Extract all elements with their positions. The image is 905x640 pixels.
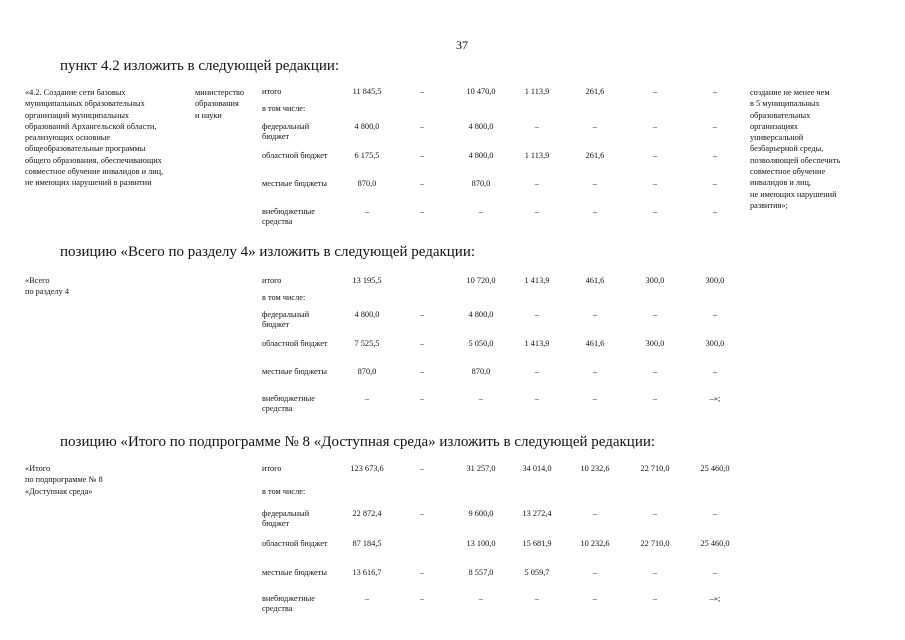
cell-value: – [419, 207, 425, 216]
cell-value: – [652, 568, 658, 577]
cell-value: –»; [709, 394, 721, 403]
cell-value: 15 681,9 [522, 539, 552, 548]
cell-value: – [364, 594, 370, 603]
cell-value: – [652, 509, 658, 518]
cell-value: 870,0 [471, 179, 491, 188]
row-label: итого [262, 276, 282, 285]
cell-value: – [592, 310, 598, 319]
row-label: внебюджетные средства [262, 594, 315, 613]
cell-value: – [592, 179, 598, 188]
cell-value: – [592, 594, 598, 603]
cell-value: – [534, 122, 540, 131]
cell-value: – [592, 207, 598, 216]
row-label: федеральный бюджет [262, 509, 310, 528]
cell-value: – [364, 207, 370, 216]
cell-value: 10 470,0 [466, 87, 496, 96]
cell-value: – [652, 87, 658, 96]
cell-value: –»; [709, 594, 721, 603]
cell-value: 261,6 [585, 87, 605, 96]
cell-value: 13 100,0 [466, 539, 496, 548]
cell-value: – [478, 394, 484, 403]
row-label: федеральный бюджет [262, 122, 310, 141]
cell-value: – [419, 568, 425, 577]
row-label: областной бюджет [262, 151, 328, 160]
cell-value: – [534, 594, 540, 603]
cell-value: – [712, 87, 718, 96]
cell-value: – [419, 594, 425, 603]
cell-value: – [652, 310, 658, 319]
cell-value: – [364, 394, 370, 403]
cell-value: 1 113,9 [524, 151, 550, 160]
section-heading: позицию «Итого по подпрограмме № 8 «Доступная среда» изложить в следующей редакции: [60, 434, 656, 450]
cell-value: – [419, 394, 425, 403]
cell-value: – [419, 310, 425, 319]
cell-value: 870,0 [357, 367, 377, 376]
row-label: итого [262, 464, 282, 473]
row-label: местные бюджеты [262, 367, 327, 376]
section-heading: пункт 4.2 изложить в следующей редакции: [60, 58, 340, 74]
cell-value: 5 059,7 [524, 568, 550, 577]
cell-value: 31 257,0 [466, 464, 496, 473]
cell-value: 25 460,0 [700, 464, 730, 473]
cell-value: 10 720,0 [466, 276, 496, 285]
cell-value: – [592, 367, 598, 376]
cell-value: 8 557,0 [468, 568, 494, 577]
cell-value: – [534, 207, 540, 216]
cell-value: – [652, 594, 658, 603]
cell-value: – [712, 207, 718, 216]
cell-value: – [478, 594, 484, 603]
measure-description: «4.2. Создание сети базовых муниципальных образовательных организаций муниципальных образований Архангельской области, реализующих основные общеобразовательные программы общего образования, обеспечивающих совместное обучение инвалидов и лиц, не имеющих нарушений в развитии [25, 88, 164, 188]
cell-value: 11 845,5 [352, 87, 382, 96]
row-label: в том числе: [262, 487, 306, 496]
cell-value: 870,0 [471, 367, 491, 376]
row-label: местные бюджеты [262, 179, 327, 188]
cell-value: 300,0 [645, 276, 665, 285]
cell-value: – [419, 509, 425, 518]
cell-value: – [534, 310, 540, 319]
cell-value: – [419, 464, 425, 473]
cell-value: – [712, 179, 718, 188]
cell-value: 1 413,9 [524, 276, 550, 285]
responsible-executor: министерство образования и науки [195, 88, 245, 120]
cell-value: 4 800,0 [468, 310, 494, 319]
cell-value: 4 800,0 [468, 151, 494, 160]
cell-value: 22 710,0 [640, 464, 670, 473]
cell-value: – [652, 207, 658, 216]
cell-value: 123 673,6 [350, 464, 384, 473]
cell-value: 870,0 [357, 179, 377, 188]
cell-value: – [652, 179, 658, 188]
cell-value: – [419, 122, 425, 131]
cell-value: – [652, 151, 658, 160]
cell-value: – [652, 367, 658, 376]
cell-value: 6 175,5 [354, 151, 380, 160]
page-number: 37 [456, 38, 468, 52]
cell-value: 13 616,7 [352, 568, 382, 577]
cell-value: – [419, 151, 425, 160]
row-label: в том числе: [262, 104, 306, 113]
cell-value: – [419, 179, 425, 188]
row-label: внебюджетные средства [262, 394, 315, 413]
row-label: итого [262, 87, 282, 96]
cell-value: 22 872,4 [352, 509, 382, 518]
cell-value: – [534, 394, 540, 403]
cell-value: 1 413,9 [524, 339, 550, 348]
cell-value: – [592, 394, 598, 403]
cell-value: 7 525,5 [354, 339, 380, 348]
cell-value: 87 184,5 [352, 539, 382, 548]
row-label: областной бюджет [262, 339, 328, 348]
cell-value: – [478, 207, 484, 216]
total-label: «Итого по подпрограмме № 8 «Доступная среда» [25, 464, 103, 496]
cell-value: 300,0 [705, 276, 725, 285]
expected-result: создание не менее чем в 5 муниципальных образовательных организациях универсальной безбарьерной среды, позволяющей обеспечить совместное обучение инвалидов и лиц, не имеющих нарушений развития»; [750, 88, 841, 210]
cell-value: – [712, 122, 718, 131]
row-label: внебюджетные средства [262, 207, 315, 226]
cell-value: 1 113,9 [524, 87, 550, 96]
cell-value: – [712, 509, 718, 518]
cell-value: 461,6 [585, 276, 605, 285]
cell-value: – [592, 122, 598, 131]
row-label: в том числе: [262, 293, 306, 302]
cell-value: 4 800,0 [354, 310, 380, 319]
cell-value: 261,6 [585, 151, 605, 160]
cell-value: 10 232,6 [580, 464, 610, 473]
cell-value: – [419, 339, 425, 348]
row-label: местные бюджеты [262, 568, 327, 577]
cell-value: 5 050,0 [468, 339, 494, 348]
cell-value: – [652, 394, 658, 403]
cell-value: 300,0 [705, 339, 725, 348]
cell-value: 13 272,4 [522, 509, 552, 518]
cell-value: 300,0 [645, 339, 665, 348]
cell-value: 10 232,6 [580, 539, 610, 548]
section-heading: позицию «Всего по разделу 4» изложить в следующей редакции: [60, 244, 476, 260]
cell-value: 9 600,0 [468, 509, 494, 518]
cell-value: – [534, 367, 540, 376]
total-label: «Всего по разделу 4 [25, 276, 70, 297]
cell-value: 22 710,0 [640, 539, 670, 548]
cell-value: 4 800,0 [468, 122, 494, 131]
cell-value: 13 195,5 [352, 276, 382, 285]
cell-value: – [592, 568, 598, 577]
cell-value: – [534, 179, 540, 188]
cell-value: – [712, 151, 718, 160]
cell-value: 34 014,0 [522, 464, 552, 473]
cell-value: – [652, 122, 658, 131]
cell-value: – [592, 509, 598, 518]
cell-value: 4 800,0 [354, 122, 380, 131]
row-label: федеральный бюджет [262, 310, 310, 329]
cell-value: 25 460,0 [700, 539, 730, 548]
cell-value: – [712, 367, 718, 376]
cell-value: – [712, 310, 718, 319]
cell-value: – [419, 87, 425, 96]
cell-value: – [712, 568, 718, 577]
cell-value: 461,6 [585, 339, 605, 348]
cell-value: – [419, 367, 425, 376]
row-label: областной бюджет [262, 539, 328, 548]
